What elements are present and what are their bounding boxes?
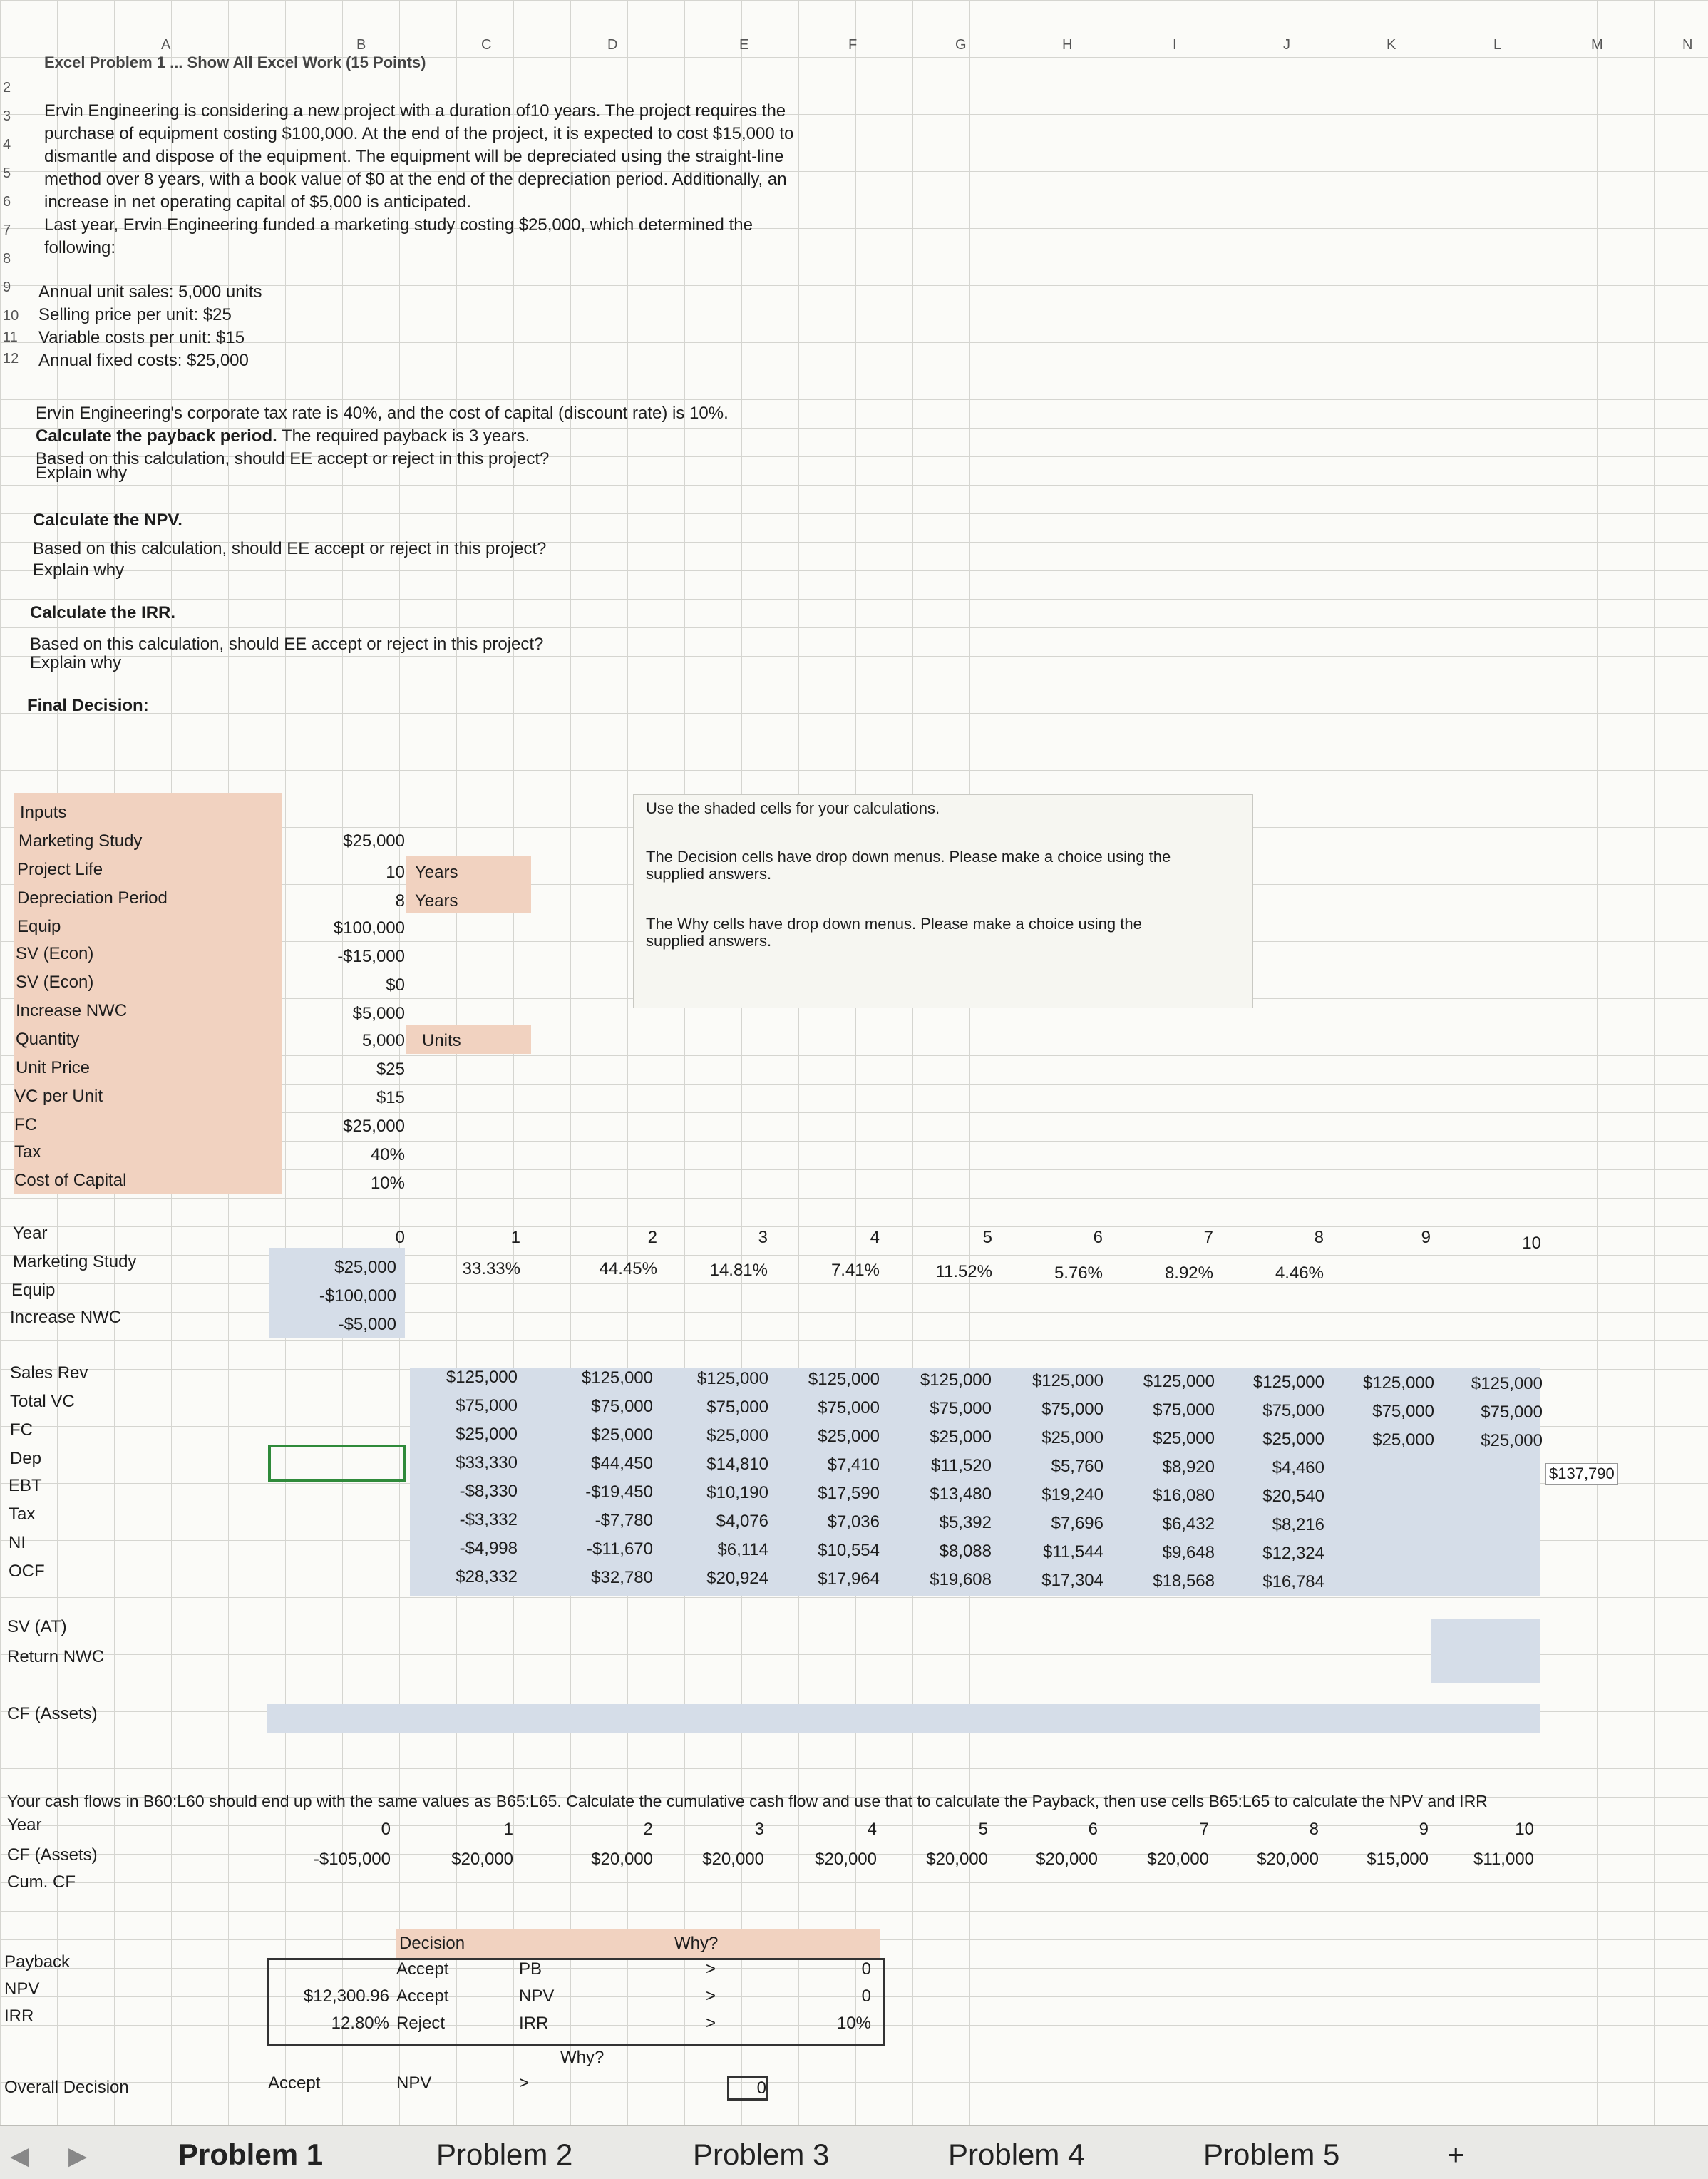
input-unit: Years bbox=[415, 891, 458, 911]
npv-title: Calculate the NPV. bbox=[33, 511, 182, 530]
year-cell[interactable]: 5 bbox=[982, 1228, 992, 1247]
col-h-header[interactable]: H bbox=[1062, 37, 1073, 53]
col-j-header[interactable]: J bbox=[1283, 37, 1290, 53]
col-n-header[interactable]: N bbox=[1682, 37, 1693, 53]
add-sheet-icon[interactable]: + bbox=[1447, 2138, 1465, 2171]
col-k-header[interactable]: K bbox=[1387, 37, 1396, 53]
year-cell[interactable]: 1 bbox=[510, 1228, 520, 1247]
year-cell[interactable]: 3 bbox=[758, 1228, 768, 1247]
fact-line: Annual fixed costs: $25,000 bbox=[38, 351, 249, 370]
col-a-header[interactable]: A bbox=[161, 37, 171, 53]
intro-line: Ervin Engineering is considering a new project with a duration of10 years. The project requires the bbox=[44, 101, 786, 121]
schedule-row-label: Increase NWC bbox=[10, 1308, 122, 1327]
ocf-cell[interactable]: $18,568 bbox=[1153, 1572, 1215, 1591]
ocf-cell[interactable]: -$8,330 bbox=[459, 1482, 518, 1501]
ocf-cell[interactable]: $25,000 bbox=[1153, 1429, 1215, 1448]
op-label: EBT bbox=[9, 1476, 42, 1495]
input-label: Cost of Capital bbox=[14, 1171, 127, 1190]
input-value[interactable]: $25,000 bbox=[343, 1117, 405, 1136]
dep-rate[interactable]: 11.52% bbox=[935, 1262, 992, 1281]
ocf-cell[interactable]: $125,000 bbox=[446, 1368, 518, 1387]
note-line: The Decision cells have drop down menus. Please make a choice using the bbox=[646, 848, 1171, 866]
cashflow-year-cell[interactable]: 3 bbox=[754, 1820, 764, 1839]
selected-cell[interactable] bbox=[268, 1445, 406, 1482]
dep-rate[interactable]: 4.46% bbox=[1275, 1263, 1324, 1283]
ocf-cell[interactable]: $6,432 bbox=[1162, 1514, 1215, 1534]
decision-header-shade bbox=[396, 1929, 880, 1958]
row-number[interactable]: 12 bbox=[3, 351, 19, 366]
dep-rate[interactable]: 44.45% bbox=[599, 1259, 657, 1278]
ocf-cell[interactable]: $44,450 bbox=[591, 1454, 653, 1473]
payback-explain: Explain why bbox=[36, 463, 128, 483]
scroll-left-icon[interactable]: ◀ bbox=[10, 2143, 29, 2170]
overall-short: NPV bbox=[396, 2073, 432, 2093]
cashflow-value-cell[interactable]: $20,000 bbox=[451, 1850, 513, 1869]
ocf-cell[interactable]: -$4,998 bbox=[459, 1539, 518, 1558]
tab-problem-3[interactable]: Problem 3 bbox=[693, 2138, 830, 2171]
input-unit: Years bbox=[415, 863, 458, 882]
ocf-cell[interactable]: $7,696 bbox=[1051, 1514, 1103, 1533]
tab-problem-2[interactable]: Problem 2 bbox=[436, 2138, 573, 2171]
ocf-cell[interactable]: $25,000 bbox=[456, 1425, 518, 1444]
cashflow-year-cell[interactable]: 4 bbox=[867, 1820, 877, 1839]
return-nwc-label: Return NWC bbox=[7, 1647, 105, 1666]
year-cell[interactable]: 7 bbox=[1203, 1228, 1213, 1247]
input-value[interactable]: $25,000 bbox=[343, 831, 405, 851]
fact-line: Selling price per unit: $25 bbox=[38, 305, 232, 324]
input-value[interactable]: 8 bbox=[395, 891, 405, 911]
overall-result[interactable]: 0 bbox=[727, 2076, 768, 2101]
ocf-cell[interactable]: $16,784 bbox=[1262, 1572, 1324, 1591]
ocf-cell[interactable]: $75,000 bbox=[818, 1398, 880, 1417]
cashflow-year-cell[interactable]: 1 bbox=[503, 1820, 513, 1839]
cashflow-instruction: Your cash flows in B60:L60 should end up with the same values as B65:L65. Calculate the cumulative cash flow and use that to calculate the Payback, then use cells B65:L65 to calculate the NPV and IRR bbox=[7, 1792, 1488, 1810]
input-label: Increase NWC bbox=[16, 1001, 128, 1020]
intro-line: increase in net operating capital of $5,000 is anticipated. bbox=[44, 193, 472, 212]
row-number[interactable]: 5 bbox=[3, 165, 11, 181]
scroll-right-icon[interactable]: ▶ bbox=[68, 2143, 88, 2170]
ocf-cell[interactable]: $33,330 bbox=[456, 1453, 518, 1472]
ocf-cell[interactable]: $10,190 bbox=[706, 1483, 768, 1502]
row-number[interactable]: 4 bbox=[3, 137, 11, 153]
ocf-cell[interactable]: -$19,450 bbox=[585, 1482, 653, 1502]
col-b-header[interactable]: B bbox=[356, 37, 366, 53]
why-dropdown[interactable]: > bbox=[706, 1959, 716, 1979]
row-number[interactable]: 9 bbox=[3, 280, 11, 295]
cashflow-year-cell[interactable]: 10 bbox=[1515, 1820, 1534, 1839]
ocf-cell[interactable]: $5,760 bbox=[1051, 1457, 1103, 1476]
intro-line: Last year, Ervin Engineering funded a marketing study costing $25,000, which determined the bbox=[44, 215, 753, 235]
row-number[interactable]: 10 bbox=[3, 308, 19, 324]
cf-assets-shade bbox=[267, 1704, 1540, 1733]
ocf-cell[interactable]: $75,000 bbox=[706, 1398, 768, 1417]
cashflow-year-cell[interactable]: 8 bbox=[1309, 1820, 1319, 1839]
input-label: Depreciation Period bbox=[17, 888, 168, 908]
ocf-cell[interactable]: $125,000 bbox=[696, 1369, 768, 1388]
decision-row-result[interactable]: 0 bbox=[861, 1986, 871, 2006]
overall-decision-value[interactable]: Accept bbox=[268, 2073, 321, 2093]
ocf-cell[interactable]: $17,590 bbox=[818, 1484, 880, 1503]
tab-problem-5[interactable]: Problem 5 bbox=[1203, 2138, 1340, 2171]
col-f-header[interactable]: F bbox=[848, 37, 858, 53]
ocf-cell[interactable]: $7,410 bbox=[827, 1455, 880, 1475]
ocf-cell[interactable]: $25,000 bbox=[706, 1426, 768, 1445]
inputs-title: Inputs bbox=[20, 803, 67, 822]
ocf-cell[interactable]: $7,036 bbox=[827, 1512, 880, 1532]
year-cell[interactable]: 6 bbox=[1093, 1228, 1103, 1247]
note-line: supplied answers. bbox=[646, 932, 772, 950]
sheet-tab-bar bbox=[0, 2125, 1708, 2179]
payback-title: Calculate the payback period. bbox=[36, 426, 277, 446]
ocf-cell[interactable]: $25,000 bbox=[930, 1427, 992, 1447]
tax-line: Ervin Engineering's corporate tax rate is 40%, and the cost of capital (discount rate) is 10%. bbox=[36, 404, 729, 423]
decision-row-label: NPV bbox=[4, 1979, 40, 1999]
npv-question: Based on this calculation, should EE accept or reject in this project? bbox=[33, 539, 547, 558]
input-label: Equip bbox=[17, 917, 61, 936]
year0-value[interactable]: -$100,000 bbox=[319, 1286, 396, 1306]
year-cell[interactable]: 0 bbox=[395, 1228, 405, 1247]
input-value[interactable]: $5,000 bbox=[352, 1004, 405, 1023]
input-value[interactable]: 5,000 bbox=[361, 1031, 405, 1050]
cashflow-value-cell[interactable]: -$105,000 bbox=[313, 1850, 391, 1869]
decision-row-value[interactable]: $12,300.96 bbox=[303, 1986, 389, 2006]
ocf-cell[interactable]: $75,000 bbox=[1262, 1401, 1324, 1420]
input-value[interactable]: $15 bbox=[376, 1088, 405, 1107]
ocf-cell[interactable]: $75,000 bbox=[930, 1399, 992, 1418]
schedule-row-label: Marketing Study bbox=[13, 1252, 137, 1271]
ocf-cell[interactable]: $20,924 bbox=[706, 1569, 768, 1588]
payback-question bbox=[36, 426, 530, 446]
ocf-cell[interactable]: $25,000 bbox=[1372, 1430, 1434, 1450]
year-cell[interactable]: 9 bbox=[1421, 1228, 1431, 1247]
intro-line: method over 8 years, with a book value of $0 at the end of the depreciation period. Additionally, an bbox=[44, 170, 787, 189]
op-label: Dep bbox=[10, 1449, 42, 1468]
input-value[interactable]: $100,000 bbox=[333, 918, 405, 938]
row-number[interactable]: 2 bbox=[3, 80, 11, 96]
ocf-cell[interactable]: $5,392 bbox=[939, 1513, 992, 1532]
overall-why: Why? bbox=[560, 2048, 605, 2067]
cashflow-cf-label: CF (Assets) bbox=[7, 1845, 98, 1865]
note-line: supplied answers. bbox=[646, 865, 772, 883]
input-label: Unit Price bbox=[16, 1058, 91, 1077]
input-value[interactable]: 40% bbox=[370, 1145, 405, 1164]
decision-row-short: NPV bbox=[519, 1986, 555, 2006]
input-unit: Units bbox=[422, 1031, 461, 1050]
input-value[interactable]: 10 bbox=[386, 863, 405, 882]
year-cell[interactable]: 2 bbox=[647, 1228, 657, 1247]
year-cell[interactable]: 8 bbox=[1314, 1228, 1324, 1247]
decision-dropdown[interactable]: Accept bbox=[396, 1959, 449, 1979]
ocf-cell[interactable]: $125,000 bbox=[808, 1370, 880, 1389]
ocf-cell[interactable]: $75,000 bbox=[1153, 1400, 1215, 1420]
col-c-header[interactable]: C bbox=[481, 37, 492, 53]
ocf-cell[interactable]: $125,000 bbox=[581, 1368, 653, 1388]
op-label: OCF bbox=[9, 1562, 45, 1581]
overall-decision-label: Overall Decision bbox=[4, 2078, 129, 2097]
ocf-cell[interactable]: $9,648 bbox=[1162, 1543, 1215, 1562]
ocf-cell[interactable]: $4,076 bbox=[716, 1512, 768, 1531]
dep-rate[interactable]: 7.41% bbox=[830, 1261, 880, 1280]
ocf-cell[interactable]: $32,780 bbox=[591, 1568, 653, 1587]
ocf-cell[interactable]: $17,304 bbox=[1041, 1571, 1103, 1590]
ocf-cell[interactable]: $125,000 bbox=[1032, 1371, 1103, 1390]
ocf-cell[interactable]: $125,000 bbox=[1471, 1374, 1543, 1393]
tab-problem-1[interactable]: Problem 1 bbox=[178, 2138, 324, 2171]
note-line: Use the shaded cells for your calculations. bbox=[646, 799, 940, 817]
ocf-cell[interactable]: $19,240 bbox=[1041, 1485, 1103, 1504]
decision-row-label: IRR bbox=[4, 2006, 34, 2026]
col-i-header[interactable]: I bbox=[1173, 37, 1177, 53]
why-dropdown[interactable]: > bbox=[706, 2014, 716, 2033]
ocf-cell[interactable]: $11,520 bbox=[931, 1456, 992, 1475]
sv-shade bbox=[1431, 1619, 1540, 1683]
schedule-row-label: Equip bbox=[11, 1281, 56, 1300]
cashflow-value-cell[interactable]: $20,000 bbox=[926, 1850, 988, 1869]
ocf-cell[interactable]: $125,000 bbox=[1143, 1372, 1215, 1391]
intro-line: dismantle and dispose of the equipment. The equipment will be depreciated using the straight-line bbox=[44, 147, 784, 166]
payback-requirement: The required payback is 3 years. bbox=[277, 426, 530, 446]
input-label: Quantity bbox=[16, 1030, 80, 1049]
input-value[interactable]: $0 bbox=[386, 975, 405, 995]
row-number[interactable]: 8 bbox=[3, 251, 11, 267]
ocf-cell[interactable]: $75,000 bbox=[456, 1396, 518, 1415]
decision-row-short: IRR bbox=[519, 2014, 549, 2033]
ocf-cell[interactable]: $11,544 bbox=[1043, 1542, 1103, 1562]
npv-explain: Explain why bbox=[33, 560, 125, 580]
op-label: Total VC bbox=[10, 1392, 75, 1411]
ocf-cell[interactable]: $16,080 bbox=[1153, 1486, 1215, 1505]
op-label: Tax bbox=[9, 1504, 36, 1524]
ocf-cell[interactable]: $25,000 bbox=[1041, 1428, 1103, 1447]
dep-rate[interactable]: 14.81% bbox=[709, 1261, 768, 1280]
year-cell[interactable]: 4 bbox=[870, 1228, 880, 1247]
irr-explain: Explain why bbox=[30, 653, 122, 672]
ocf-cell[interactable]: $25,000 bbox=[1481, 1431, 1543, 1450]
ocf-cell[interactable]: $25,000 bbox=[1262, 1430, 1324, 1449]
op-label: FC bbox=[10, 1420, 33, 1440]
ocf-cell[interactable]: $6,114 bbox=[717, 1540, 768, 1559]
col-m-header[interactable]: M bbox=[1591, 37, 1603, 53]
row-number[interactable]: 3 bbox=[3, 108, 11, 124]
year0-value[interactable]: $25,000 bbox=[334, 1258, 396, 1277]
ocf-cell[interactable]: -$3,332 bbox=[459, 1510, 518, 1529]
input-value[interactable]: 10% bbox=[370, 1174, 405, 1193]
ocf-cell[interactable]: $25,000 bbox=[591, 1425, 653, 1445]
col-l-header[interactable]: L bbox=[1493, 37, 1502, 53]
input-label: Marketing Study bbox=[19, 831, 143, 851]
cf-assets-label: CF (Assets) bbox=[7, 1704, 98, 1723]
input-label: SV (Econ) bbox=[16, 944, 94, 963]
fact-line: Annual unit sales: 5,000 units bbox=[38, 282, 262, 302]
ocf-cell[interactable]: $125,000 bbox=[920, 1370, 992, 1390]
note-line: The Why cells have drop down menus. Please make a choice using the bbox=[646, 915, 1142, 933]
cashflow-value-cell[interactable]: $20,000 bbox=[591, 1850, 653, 1869]
cashflow-value-cell[interactable]: $20,000 bbox=[702, 1850, 764, 1869]
row-number[interactable]: 6 bbox=[3, 194, 11, 210]
input-label: SV (Econ) bbox=[16, 973, 94, 992]
cashflow-value-cell[interactable]: $15,000 bbox=[1367, 1850, 1429, 1869]
row-number[interactable]: 11 bbox=[3, 329, 18, 345]
op-label: Sales Rev bbox=[10, 1363, 88, 1383]
cashflow-value-cell[interactable]: $11,000 bbox=[1473, 1850, 1534, 1869]
cashflow-year-cell[interactable]: 9 bbox=[1419, 1820, 1429, 1839]
ocf-cell[interactable]: $8,088 bbox=[939, 1542, 992, 1561]
op-label: NI bbox=[9, 1533, 26, 1552]
why-dropdown[interactable]: > bbox=[706, 1986, 716, 2006]
ocf-cell[interactable]: $12,324 bbox=[1262, 1544, 1324, 1563]
input-label: FC bbox=[14, 1115, 37, 1134]
dep-rate[interactable]: 33.33% bbox=[462, 1259, 520, 1278]
input-label: Tax bbox=[14, 1142, 41, 1162]
payback-accept-question: Based on this calculation, should EE accept or reject in this project? bbox=[36, 449, 550, 468]
input-value[interactable]: -$15,000 bbox=[337, 947, 405, 966]
year-cell[interactable]: 10 bbox=[1522, 1234, 1541, 1253]
cashflow-year-cell[interactable]: 0 bbox=[381, 1820, 391, 1839]
cashflow-year-cell[interactable]: 5 bbox=[978, 1820, 988, 1839]
decision-row-result[interactable]: 10% bbox=[836, 2014, 871, 2033]
input-label: VC per Unit bbox=[14, 1087, 103, 1106]
decision-dropdown[interactable]: Accept bbox=[396, 1986, 449, 2006]
intro-line: purchase of equipment costing $100,000. At the end of the project, it is expected to cost $15,000 to bbox=[44, 124, 794, 143]
ocf-cell[interactable]: $25,000 bbox=[818, 1427, 880, 1446]
fact-line: Variable costs per unit: $15 bbox=[38, 328, 245, 347]
final-decision-label: Final Decision: bbox=[27, 696, 149, 715]
cashflow-cum-label: Cum. CF bbox=[7, 1872, 76, 1892]
ocf-cell[interactable]: $10,554 bbox=[818, 1541, 880, 1560]
cashflow-year-cell[interactable]: 6 bbox=[1088, 1820, 1098, 1839]
year0-value[interactable]: -$5,000 bbox=[338, 1315, 396, 1334]
row-number[interactable]: 7 bbox=[3, 222, 11, 238]
ocf-cell[interactable]: $17,964 bbox=[818, 1569, 880, 1589]
cashflow-value-cell[interactable]: $20,000 bbox=[1147, 1850, 1209, 1869]
overall-arrow[interactable]: > bbox=[519, 2073, 530, 2093]
col-g-header[interactable]: G bbox=[955, 37, 967, 53]
decision-dropdown[interactable]: Reject bbox=[396, 2014, 446, 2033]
ocf-cell[interactable]: $75,000 bbox=[1372, 1402, 1434, 1421]
cashflow-year-cell[interactable]: 2 bbox=[643, 1820, 653, 1839]
ocf-cell[interactable]: $28,332 bbox=[456, 1567, 518, 1586]
schedule-year-label: Year bbox=[13, 1224, 48, 1243]
irr-question: Based on this calculation, should EE accept or reject in this project? bbox=[30, 635, 544, 654]
ocf-cell[interactable]: $75,000 bbox=[1041, 1400, 1103, 1419]
why-header: Why? bbox=[674, 1934, 719, 1953]
decision-row-short: PB bbox=[519, 1959, 542, 1979]
input-label: Project Life bbox=[17, 860, 103, 879]
intro-line: following: bbox=[44, 238, 116, 257]
ocf-cell[interactable]: $4,460 bbox=[1272, 1458, 1324, 1477]
problem-header: Excel Problem 1 ... Show All Excel Work (15 Points) bbox=[44, 53, 426, 71]
dep-rate[interactable]: 8.92% bbox=[1164, 1263, 1213, 1283]
input-value[interactable]: $25 bbox=[376, 1060, 405, 1079]
decision-row-label: Payback bbox=[4, 1952, 71, 1972]
side-total[interactable]: $137,790 bbox=[1545, 1463, 1618, 1485]
cashflow-year-label: Year bbox=[7, 1815, 42, 1835]
inputs-shade bbox=[14, 793, 282, 1194]
ocf-cell[interactable]: $13,480 bbox=[930, 1485, 992, 1504]
ocf-cell[interactable]: -$11,670 bbox=[587, 1539, 653, 1559]
col-e-header[interactable]: E bbox=[739, 37, 749, 53]
ocf-cell[interactable]: $20,540 bbox=[1262, 1487, 1324, 1506]
cashflow-value-cell[interactable]: $20,000 bbox=[1036, 1850, 1098, 1869]
decision-header: Decision bbox=[399, 1934, 465, 1953]
cashflow-value-cell[interactable]: $20,000 bbox=[815, 1850, 877, 1869]
ocf-cell[interactable]: $75,000 bbox=[591, 1397, 653, 1416]
dep-rate[interactable]: 5.76% bbox=[1054, 1263, 1103, 1283]
tab-problem-4[interactable]: Problem 4 bbox=[948, 2138, 1085, 2171]
ocf-cell[interactable]: $8,216 bbox=[1272, 1515, 1324, 1534]
ocf-cell[interactable]: $19,608 bbox=[930, 1570, 992, 1589]
cashflow-year-cell[interactable]: 7 bbox=[1199, 1820, 1209, 1839]
irr-title: Calculate the IRR. bbox=[30, 603, 176, 622]
ocf-cell[interactable]: $75,000 bbox=[1481, 1403, 1543, 1422]
col-d-header[interactable]: D bbox=[607, 37, 618, 53]
ocf-cell[interactable]: $8,920 bbox=[1162, 1457, 1215, 1477]
decision-row-result[interactable]: 0 bbox=[861, 1959, 871, 1979]
ocf-cell[interactable]: $14,810 bbox=[706, 1455, 768, 1474]
ocf-cell[interactable]: -$7,780 bbox=[595, 1511, 653, 1530]
cashflow-value-cell[interactable]: $20,000 bbox=[1257, 1850, 1319, 1869]
instructions-note bbox=[633, 794, 1253, 1008]
decision-row-value[interactable]: 12.80% bbox=[331, 2014, 389, 2033]
sv-at-label: SV (AT) bbox=[7, 1617, 67, 1636]
ocf-cell[interactable]: $125,000 bbox=[1362, 1373, 1434, 1393]
ocf-cell[interactable]: $125,000 bbox=[1252, 1373, 1324, 1392]
